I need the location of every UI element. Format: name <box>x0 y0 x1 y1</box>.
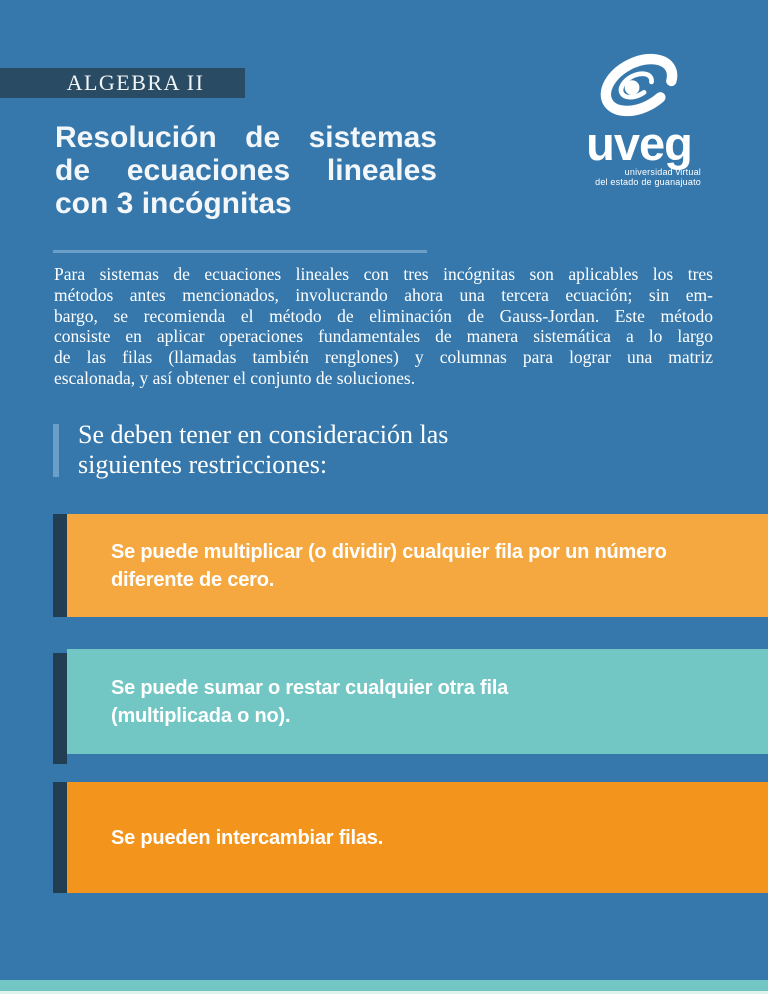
restriction-text-line: diferente de cero. <box>111 568 275 591</box>
restriction-card-3-body <box>67 782 768 893</box>
intro-line: consiste en aplicar operaciones fundamentales de manera sistemática a lo largo <box>54 326 713 347</box>
restriction-card-1-body <box>67 514 768 617</box>
uveg-spiral-icon <box>587 46 691 124</box>
restriction-text-line: Se puede multiplicar (o dividir) cualquier fila por un número <box>111 540 667 563</box>
logo-tagline <box>563 167 715 187</box>
page-title-line: de ecuaciones lineales <box>55 154 437 187</box>
intro-paragraph <box>54 264 713 389</box>
page-title <box>55 121 437 220</box>
logo-tagline-line1: universidad virtual <box>624 167 701 177</box>
subheading-line: siguientes restricciones: <box>78 450 328 479</box>
course-label: ALGEBRA II <box>66 70 205 95</box>
page-title-line: Resolución de sistemas <box>55 121 437 154</box>
logo-tagline-line2: del estado de guanajuato <box>595 177 701 187</box>
card-accent-bar <box>53 782 67 893</box>
restriction-card-2 <box>53 649 768 754</box>
course-banner <box>0 68 245 98</box>
restriction-card-1 <box>53 514 768 617</box>
intro-line: Para sistemas de ecuaciones lineales con tres incógnitas son aplicables los tres <box>54 264 713 284</box>
logo-wordmark: uveg <box>586 117 692 170</box>
subheading-line: Se deben tener en consideración las <box>78 420 449 449</box>
card-accent-bar <box>53 514 67 617</box>
uveg-logo <box>563 46 715 187</box>
intro-line: métodos antes mencionados, involucrando ahora una tercera ecuación; sin em- <box>54 284 713 305</box>
intro-line: de las filas (llamadas también renglones) y columnas para lograr una matriz <box>54 347 713 368</box>
restriction-text-line: Se pueden intercambiar filas. <box>111 826 384 849</box>
page-title-line: con 3 incógnitas <box>55 187 292 220</box>
intro-line: bargo, se recomienda el método de eliminación de Gauss-Jordan. Este método <box>54 305 713 326</box>
card-accent-bar <box>53 653 67 764</box>
subheading <box>53 420 448 480</box>
title-divider <box>53 250 427 253</box>
restriction-card-3 <box>53 782 768 893</box>
restriction-card-2-body <box>67 649 768 754</box>
restriction-text-line: Se puede sumar o restar cualquier otra fila <box>111 676 509 699</box>
subheading-accent-bar <box>53 424 59 477</box>
footer-teal-strip <box>0 980 768 991</box>
subheading-text <box>78 420 448 480</box>
restriction-text-line: (multiplicada o no). <box>111 704 291 727</box>
intro-line: escalonada, y así obtener el conjunto de soluciones. <box>54 367 416 388</box>
